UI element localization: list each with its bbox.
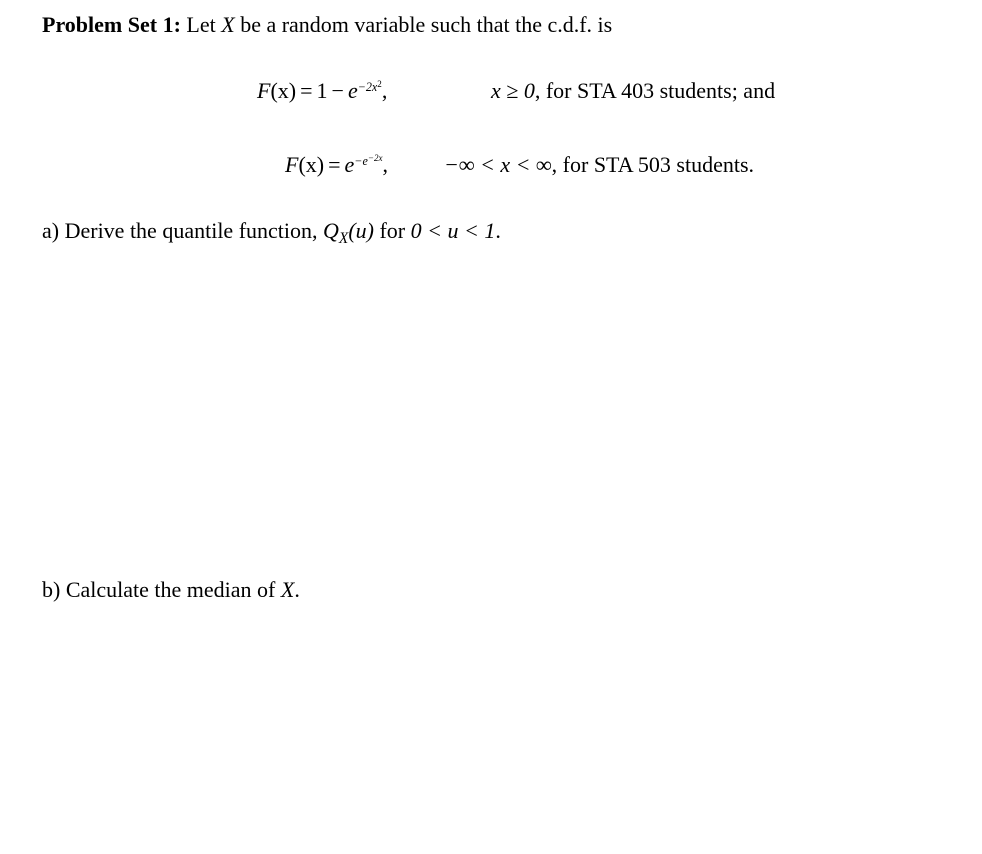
part-b-label: b) Calculate the median of	[42, 577, 276, 602]
median-variable: X	[280, 577, 295, 602]
cdf-formula-403	[257, 80, 387, 102]
exponential-base: e	[347, 78, 358, 103]
intro-text-start: Let	[186, 12, 216, 37]
problem-set-label: Problem Set 1:	[42, 12, 181, 37]
cdf-formula-503	[285, 154, 388, 176]
formula-403-tail: , for STA 403 students; and	[534, 78, 776, 103]
minus-sign: −	[331, 78, 344, 103]
part-b-question	[42, 579, 300, 601]
part-a-period: .	[495, 218, 501, 243]
constant-one: 1	[316, 78, 328, 103]
problem-heading	[42, 14, 612, 36]
equals-sign: =	[300, 78, 313, 103]
formula-503-tail: , for STA 503 students.	[551, 152, 755, 177]
exponent: −e	[354, 154, 368, 169]
for-text: for	[379, 218, 406, 243]
quantile-argument: (u)	[348, 218, 374, 243]
cdf-argument: (x)	[270, 78, 297, 103]
cdf-function-symbol: F	[257, 78, 271, 103]
exponent-power: 2	[377, 79, 382, 90]
exponent-power: −2x	[367, 153, 383, 164]
quantile-function-symbol: Q	[323, 218, 339, 243]
formula-comma: ,	[381, 78, 388, 103]
domain-condition: −∞ < x < ∞	[444, 152, 552, 177]
formula-403-condition	[491, 80, 775, 102]
part-a-question	[42, 218, 501, 248]
exponent: −2x	[357, 80, 378, 95]
formula-503-condition	[444, 154, 754, 176]
exponential-base: e	[344, 152, 355, 177]
u-range: 0 < u < 1	[410, 218, 496, 243]
quantile-subscript: X	[338, 230, 349, 248]
cdf-argument: (x)	[298, 152, 325, 177]
part-b-period: .	[294, 577, 300, 602]
part-a-label: a) Derive the quantile function,	[42, 218, 318, 243]
cdf-function-symbol: F	[285, 152, 299, 177]
random-variable: X	[221, 12, 235, 37]
intro-text-end: be a random variable such that the c.d.f. is	[240, 12, 613, 37]
formula-comma: ,	[382, 152, 388, 177]
domain-condition: x ≥ 0	[491, 78, 535, 103]
equals-sign: =	[328, 152, 341, 177]
